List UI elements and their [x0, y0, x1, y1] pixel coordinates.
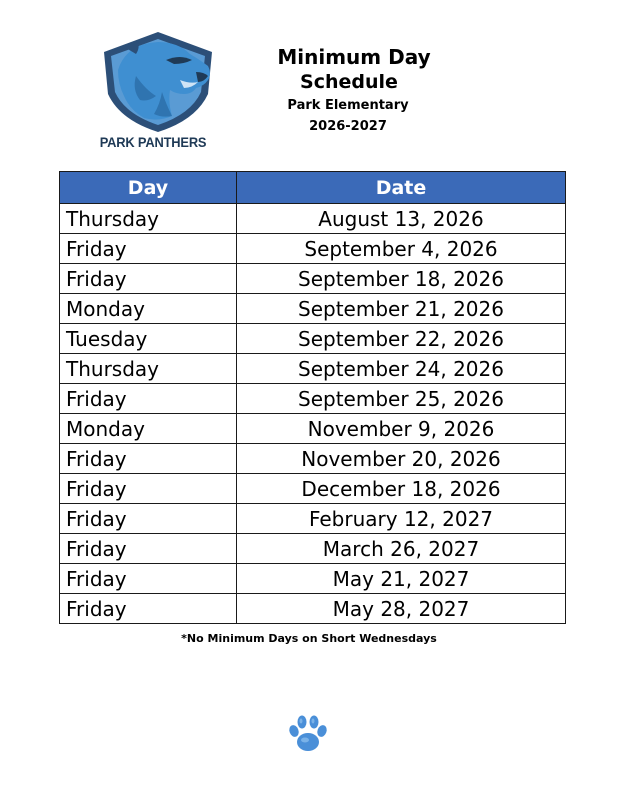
- header-day: Day: [60, 172, 237, 204]
- date-cell: December 18, 2026: [237, 474, 566, 504]
- title-line-1: Minimum Day: [277, 45, 431, 69]
- date-cell: May 28, 2027: [237, 594, 566, 624]
- table-row: [60, 264, 566, 294]
- date-cell: September 25, 2026: [237, 384, 566, 414]
- title-line-2: Schedule: [300, 71, 398, 93]
- table-row: [60, 474, 566, 504]
- date-cell: November 20, 2026: [237, 444, 566, 474]
- day-cell: Friday: [60, 264, 237, 294]
- day-cell: Friday: [60, 534, 237, 564]
- table-row: [60, 504, 566, 534]
- table-row: [60, 384, 566, 414]
- date-cell: September 21, 2026: [237, 294, 566, 324]
- day-cell: Friday: [60, 384, 237, 414]
- date-cell: September 4, 2026: [237, 234, 566, 264]
- table-header-row: [60, 172, 566, 204]
- day-cell: Friday: [60, 504, 237, 534]
- day-cell: Thursday: [60, 204, 237, 234]
- day-cell: Tuesday: [60, 324, 237, 354]
- day-cell: Friday: [60, 564, 237, 594]
- school-logo: [96, 30, 224, 156]
- table-row: [60, 324, 566, 354]
- footnote: *No Minimum Days on Short Wednesdays: [181, 632, 437, 645]
- table-row: [60, 564, 566, 594]
- date-cell: August 13, 2026: [237, 204, 566, 234]
- table-row: [60, 534, 566, 564]
- date-cell: May 21, 2027: [237, 564, 566, 594]
- school-year: 2026-2027: [309, 119, 387, 134]
- table-row: [60, 444, 566, 474]
- day-cell: Friday: [60, 444, 237, 474]
- day-cell: Friday: [60, 474, 237, 504]
- table-row: [60, 354, 566, 384]
- schedule-table: [59, 171, 566, 624]
- table-row: [60, 414, 566, 444]
- table-row: [60, 234, 566, 264]
- date-cell: February 12, 2027: [237, 504, 566, 534]
- school-name: Park Elementary: [287, 98, 409, 113]
- day-cell: Monday: [60, 414, 237, 444]
- table-row: [60, 294, 566, 324]
- day-cell: Thursday: [60, 354, 237, 384]
- day-cell: Friday: [60, 594, 237, 624]
- date-cell: November 9, 2026: [237, 414, 566, 444]
- date-cell: March 26, 2027: [237, 534, 566, 564]
- header-date: Date: [237, 172, 566, 204]
- logo-caption: PARK PANTHERS: [99, 134, 207, 150]
- paw-print-icon: [286, 714, 330, 754]
- day-cell: Friday: [60, 234, 237, 264]
- date-cell: September 22, 2026: [237, 324, 566, 354]
- day-cell: Monday: [60, 294, 237, 324]
- page-title: [244, 44, 464, 138]
- table-row: [60, 204, 566, 234]
- date-cell: September 18, 2026: [237, 264, 566, 294]
- date-cell: September 24, 2026: [237, 354, 566, 384]
- table-row: [60, 594, 566, 624]
- panther-head-icon: [96, 30, 220, 134]
